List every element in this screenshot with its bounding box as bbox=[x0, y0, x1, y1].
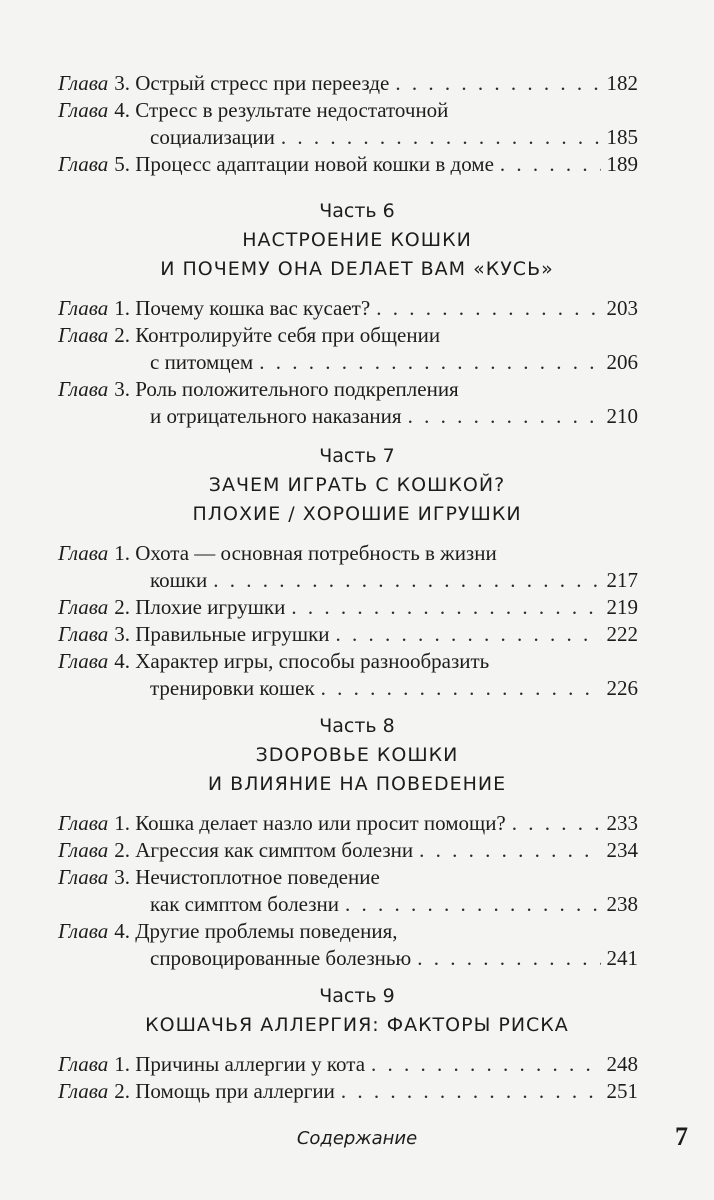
chapter-word: Глава bbox=[58, 1079, 109, 1103]
page-ref: 203 bbox=[606, 296, 638, 320]
chapter-title: 3. Нечистоплотное поведение bbox=[114, 865, 380, 889]
dot-leader bbox=[341, 1078, 601, 1105]
page-ref: 238 bbox=[606, 892, 638, 916]
toc-entry-line bbox=[58, 594, 638, 621]
chapter-title: спровоцированные болезнью bbox=[150, 946, 412, 970]
toc-entry-group bbox=[58, 295, 638, 430]
toc-entry-line bbox=[58, 322, 638, 349]
chapter-title: 4. Стресс в результате недостаточной bbox=[114, 98, 449, 122]
page-ref: 206 bbox=[606, 350, 638, 374]
dot-leader bbox=[291, 594, 600, 621]
chapter-word: Глава bbox=[58, 919, 109, 943]
chapter-title: социализации bbox=[150, 125, 275, 149]
dot-leader bbox=[419, 837, 600, 864]
toc-entry bbox=[58, 594, 638, 621]
toc-entry-line bbox=[58, 349, 638, 376]
dot-leader bbox=[512, 810, 601, 837]
chapter-title: 1. Охота — основная потребность в жизни bbox=[114, 541, 497, 565]
toc-entry bbox=[58, 70, 638, 97]
chapter-word: Глава bbox=[58, 296, 109, 320]
toc-entry bbox=[58, 621, 638, 648]
toc-entry bbox=[58, 648, 638, 702]
dot-leader bbox=[417, 945, 600, 972]
part-title-line: НАСТРОЕНИЕ КОШКИ bbox=[242, 229, 472, 251]
toc-entry-line bbox=[58, 1078, 638, 1105]
toc-entry-line bbox=[58, 376, 638, 403]
dot-leader bbox=[281, 124, 601, 151]
toc-entry bbox=[58, 1051, 638, 1078]
toc-entry-line bbox=[58, 540, 638, 567]
chapter-word: Глава bbox=[58, 152, 109, 176]
toc-entry bbox=[58, 151, 638, 178]
dot-leader bbox=[371, 1051, 600, 1078]
toc-entry-line bbox=[58, 918, 638, 945]
part-title-line: КОШАЧЬЯ АЛЛЕРГИЯ: ФАКТОРЫ РИСКА bbox=[145, 1014, 569, 1036]
dot-leader bbox=[213, 567, 600, 594]
chapter-word: Глава bbox=[58, 622, 109, 646]
page-ref: 226 bbox=[606, 676, 638, 700]
toc-entry bbox=[58, 540, 638, 594]
page-ref: 182 bbox=[606, 71, 638, 95]
part-label: Часть 8 bbox=[319, 715, 395, 737]
toc-entry bbox=[58, 837, 638, 864]
toc-entry bbox=[58, 864, 638, 918]
toc-entry-group bbox=[58, 810, 638, 972]
toc-entry-line bbox=[58, 648, 638, 675]
page-ref: 248 bbox=[606, 1052, 638, 1076]
chapter-title: 4. Другие проблемы поведения, bbox=[114, 919, 398, 943]
toc-entry-line bbox=[58, 945, 638, 972]
dot-leader bbox=[408, 403, 601, 430]
chapter-title: 2. Контролируйте себя при общении bbox=[114, 323, 441, 347]
toc-entry-group bbox=[58, 70, 638, 178]
chapter-title: 3. Роль положительного подкрепления bbox=[114, 377, 459, 401]
page-ref: 222 bbox=[606, 622, 638, 646]
part-title-line: ЗDОРОВЬЕ КОШКИ bbox=[255, 744, 459, 766]
toc-entry-line bbox=[58, 675, 638, 702]
chapter-title: 3. Острый стресс при переезде bbox=[114, 71, 390, 95]
page-ref: 185 bbox=[606, 125, 638, 149]
toc-entry-line bbox=[58, 70, 638, 97]
dot-leader bbox=[259, 349, 600, 376]
chapter-word: Глава bbox=[58, 541, 109, 565]
chapter-title: тренировки кошек bbox=[150, 676, 315, 700]
toc-entry bbox=[58, 376, 638, 430]
page-ref: 241 bbox=[606, 946, 638, 970]
toc-entry-line bbox=[58, 295, 638, 322]
part-title-line: ПЛОХИЕ / ХОРОШИЕ ИГРУШКИ bbox=[192, 503, 522, 525]
page-ref: 234 bbox=[606, 838, 638, 862]
toc-entry-line bbox=[58, 837, 638, 864]
part-title-line: ЗАЧЕМ ИГРАТЬ С КОШКОЙ? bbox=[208, 474, 506, 496]
toc-entry-line bbox=[58, 810, 638, 837]
chapter-word: Глава bbox=[58, 1052, 109, 1076]
page-ref: 251 bbox=[606, 1079, 638, 1103]
dot-leader bbox=[336, 621, 601, 648]
chapter-word: Глава bbox=[58, 865, 109, 889]
part-title-line: И ПОЧЕМУ ОНА DЕЛАЕТ ВАМ «КУСЬ» bbox=[160, 258, 554, 280]
chapter-title: и отрицательного наказания bbox=[150, 404, 402, 428]
chapter-word: Глава bbox=[58, 811, 109, 835]
toc-entry-line bbox=[58, 403, 638, 430]
chapter-title: 2. Помощь при аллергии bbox=[114, 1079, 335, 1103]
toc-entry-line bbox=[58, 864, 638, 891]
chapter-word: Глава bbox=[58, 71, 109, 95]
page-ref: 189 bbox=[606, 152, 638, 176]
chapter-title: 5. Процесс адаптации новой кошки в доме bbox=[114, 152, 494, 176]
toc-entry-line bbox=[58, 151, 638, 178]
toc-entry-line bbox=[58, 1051, 638, 1078]
toc-entry-line bbox=[58, 97, 638, 124]
chapter-word: Глава bbox=[58, 98, 109, 122]
chapter-title: 2. Агрессия как симптом болезни bbox=[114, 838, 414, 862]
chapter-title: 4. Характер игры, способы разнообразить bbox=[114, 649, 490, 673]
toc-entry-group bbox=[58, 540, 638, 702]
chapter-title: кошки bbox=[150, 568, 208, 592]
toc-entry-line bbox=[58, 124, 638, 151]
toc-entry bbox=[58, 918, 638, 972]
toc-entry-line bbox=[58, 891, 638, 918]
part-label: Часть 7 bbox=[319, 445, 395, 467]
chapter-word: Глава bbox=[58, 595, 109, 619]
dot-leader bbox=[376, 295, 600, 322]
toc-entry bbox=[58, 810, 638, 837]
chapter-title: 3. Правильные игрушки bbox=[114, 622, 330, 646]
chapter-title: 1. Почему кошка вас кусает? bbox=[114, 296, 371, 320]
part-label: Часть 9 bbox=[319, 985, 395, 1007]
toc-entry-line bbox=[58, 621, 638, 648]
toc-entry bbox=[58, 295, 638, 322]
chapter-title: 2. Плохие игрушки bbox=[114, 595, 286, 619]
chapter-word: Глава bbox=[58, 377, 109, 401]
dot-leader bbox=[345, 891, 600, 918]
chapter-title: 1. Причины аллергии у кота bbox=[114, 1052, 366, 1076]
toc-entry-line bbox=[58, 567, 638, 594]
part-title-line: И ВЛИЯНИЕ НА ПОВЕDЕНИЕ bbox=[207, 773, 507, 795]
chapter-word: Глава bbox=[58, 649, 109, 673]
chapter-title: 1. Кошка делает назло или просит помощи? bbox=[114, 811, 506, 835]
toc-entry bbox=[58, 1078, 638, 1105]
dot-leader bbox=[395, 70, 600, 97]
page-ref: 233 bbox=[606, 811, 638, 835]
dot-leader bbox=[321, 675, 601, 702]
part-label: Часть 6 bbox=[319, 200, 395, 222]
page-ref: 219 bbox=[606, 595, 638, 619]
page-number: 7 bbox=[675, 1122, 688, 1151]
chapter-word: Глава bbox=[58, 323, 109, 347]
toc-entry bbox=[58, 97, 638, 151]
toc-entry bbox=[58, 322, 638, 376]
running-footer-title: Содержание bbox=[296, 1128, 418, 1149]
page-ref: 210 bbox=[606, 404, 638, 428]
toc-entry-group bbox=[58, 1051, 638, 1105]
chapter-title: с питомцем bbox=[150, 350, 254, 374]
page-ref: 217 bbox=[606, 568, 638, 592]
dot-leader bbox=[500, 151, 601, 178]
chapter-word: Глава bbox=[58, 838, 109, 862]
chapter-title: как симптом болезни bbox=[150, 892, 340, 916]
